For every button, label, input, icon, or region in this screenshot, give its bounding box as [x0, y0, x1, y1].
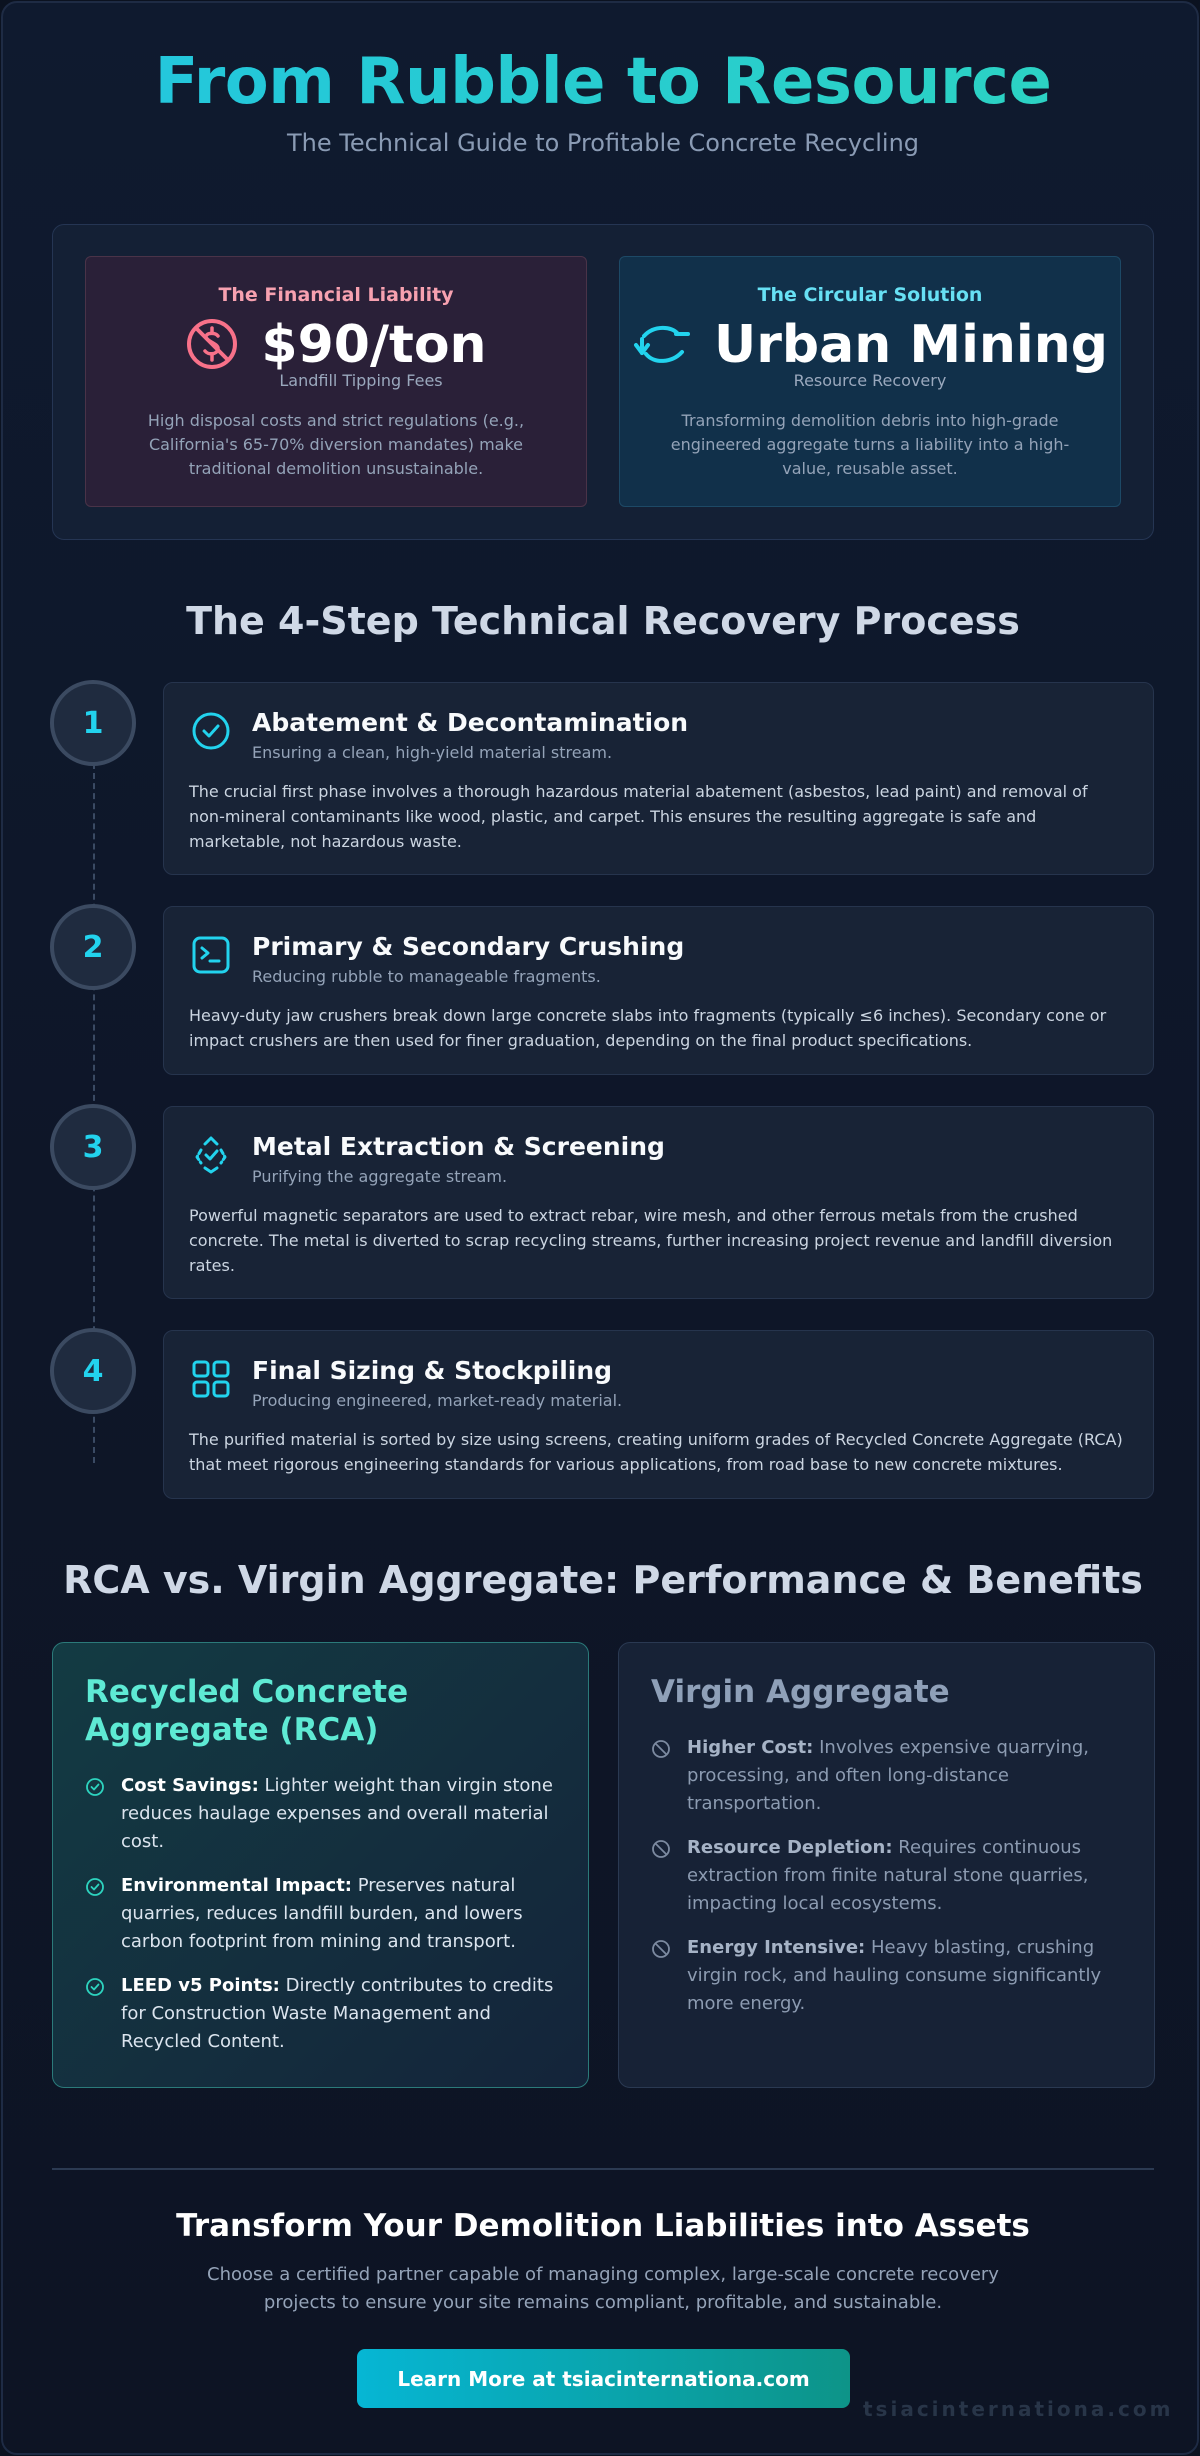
step-title-1: Abatement & Decontamination [252, 708, 689, 737]
infographic-frame [1, 1, 1199, 2455]
liability-kicker: The Financial Liability [218, 284, 454, 306]
step-subtitle-2: Reducing rubble to manageable fragments. [252, 967, 601, 986]
comparison-heading: RCA vs. Virgin Aggregate: Performance & Benefits [63, 1558, 1143, 1602]
process-heading: The 4-Step Technical Recovery Process [186, 599, 1020, 643]
step-number-2: 2 [50, 904, 136, 990]
step-card-1 [163, 682, 1154, 875]
virgin-item-label: Resource Depletion: [687, 1837, 893, 1858]
liability-card [85, 256, 587, 507]
step-number-1: 1 [50, 680, 136, 766]
step-body-3: Powerful magnetic separators are used to extract rebar, wire mesh, and other ferrous metals from the crushed concrete. The metal is diverted to scrap recycling streams, further increasing project revenue and landfill diversion rates. [189, 1206, 1113, 1275]
virgin-card [618, 1642, 1155, 2088]
grid-icon [191, 1359, 231, 1399]
liability-value: $90/ton [261, 315, 487, 376]
page-title: From Rubble to Resource [3, 45, 1199, 119]
step-card-2 [163, 906, 1154, 1075]
solution-caption: Resource Recovery [793, 371, 947, 390]
recycle-icon [191, 1135, 231, 1175]
check-circle-icon [85, 1877, 105, 1897]
liability-caption: Landfill Tipping Fees [279, 371, 443, 390]
no-money-icon [185, 317, 239, 375]
rca-item-text: Directly contributes to credits for Construction Waste Management and Recycled Content. [121, 1975, 554, 2052]
recycle-arrows-icon [632, 319, 692, 373]
virgin-item [651, 1834, 1121, 1918]
step-subtitle-4: Producing engineered, market-ready material. [252, 1391, 623, 1410]
check-circle-icon [191, 711, 231, 751]
rca-title: Recycled Concrete Aggregate (RCA) [85, 1674, 409, 1748]
rca-item-label: Cost Savings: [121, 1775, 259, 1796]
ban-icon [651, 1939, 671, 1959]
step-title-3: Metal Extraction & Screening [252, 1132, 665, 1161]
step-subtitle-1: Ensuring a clean, high-yield material stream. [252, 743, 613, 762]
liability-description: High disposal costs and strict regulations (e.g., California's 65-70% diversion mandates) make traditional demolition unsustainable. [147, 411, 525, 478]
cta-description: Choose a certified partner capable of managing complex, large-scale concrete recovery projects to ensure your site remains compliant, profitable, and sustainable. [207, 2264, 999, 2313]
virgin-item-label: Higher Cost: [687, 1737, 814, 1758]
learn-more-button[interactable]: Learn More at tsiacinternationa.com [357, 2349, 850, 2408]
page-subtitle: The Technical Guide to Profitable Concrete Recycling [286, 129, 920, 157]
rca-item-label: Environmental Impact: [121, 1875, 352, 1896]
step-title-4: Final Sizing & Stockpiling [252, 1356, 613, 1385]
step-card-3 [163, 1106, 1154, 1299]
step-number-4: 4 [50, 1328, 136, 1414]
solution-card [619, 256, 1121, 507]
rca-item [85, 1972, 555, 2056]
step-title-2: Primary & Secondary Crushing [252, 932, 685, 961]
terminal-icon [191, 935, 231, 975]
rca-item-text: Lighter weight than virgin stone reduces haulage expenses and overall material cost. [121, 1775, 553, 1852]
step-body-4: The purified material is sorted by size using screens, creating uniform grades of Recycled Concrete Aggregate (RCA) that meet rigorous engineering standards for various applications, from road base to new concrete mixtures. [189, 1430, 1123, 1474]
rca-item-text: Preserves natural quarries, reduces landfill burden, and lowers carbon footprint from mining and transport. [121, 1875, 523, 1952]
virgin-item [651, 1934, 1121, 2018]
virgin-title: Virgin Aggregate [651, 1674, 950, 1710]
solution-value: Urban Mining [714, 315, 1108, 375]
rca-card [52, 1642, 589, 2088]
step-card-4 [163, 1330, 1154, 1499]
step-number-3: 3 [50, 1104, 136, 1190]
virgin-item-text: Involves expensive quarrying, processing, and often long-distance transportation. [687, 1737, 1090, 1814]
section-divider [52, 2168, 1154, 2170]
check-circle-icon [85, 1977, 105, 1997]
intro-panel [52, 224, 1154, 540]
rca-item [85, 1872, 555, 1956]
virgin-item-text: Requires continuous extraction from finite natural stone quarries, impacting local ecosystems. [687, 1837, 1089, 1914]
watermark: tsiacinternationa.com [863, 2397, 1174, 2421]
ban-icon [651, 1839, 671, 1859]
step-subtitle-3: Purifying the aggregate stream. [252, 1167, 508, 1186]
virgin-item [651, 1734, 1121, 1818]
virgin-item-text: Heavy blasting, crushing virgin rock, and hauling consume significantly more energy. [687, 1937, 1102, 2014]
ban-icon [651, 1739, 671, 1759]
rca-item [85, 1772, 555, 1856]
cta-title: Transform Your Demolition Liabilities into Assets [176, 2208, 1030, 2244]
virgin-item-label: Energy Intensive: [687, 1937, 866, 1958]
solution-description: Transforming demolition debris into high-grade engineered aggregate turns a liability into a high-value, reusable asset. [670, 411, 1070, 478]
check-circle-icon [85, 1777, 105, 1797]
rca-item-label: LEED v5 Points: [121, 1975, 280, 1996]
step-body-1: The crucial first phase involves a thorough hazardous material abatement (asbestos, lead paint) and removal of non-mineral contaminants like wood, plastic, and carpet. This ensures the resulting aggregate is safe and marketable, not hazardous waste. [189, 782, 1088, 851]
step-body-2: Heavy-duty jaw crushers break down large concrete slabs into fragments (typically ≤6 inches). Secondary cone or impact crushers are then used for finer graduation, depending on the final product specifications. [189, 1006, 1107, 1050]
solution-kicker: The Circular Solution [757, 284, 983, 306]
